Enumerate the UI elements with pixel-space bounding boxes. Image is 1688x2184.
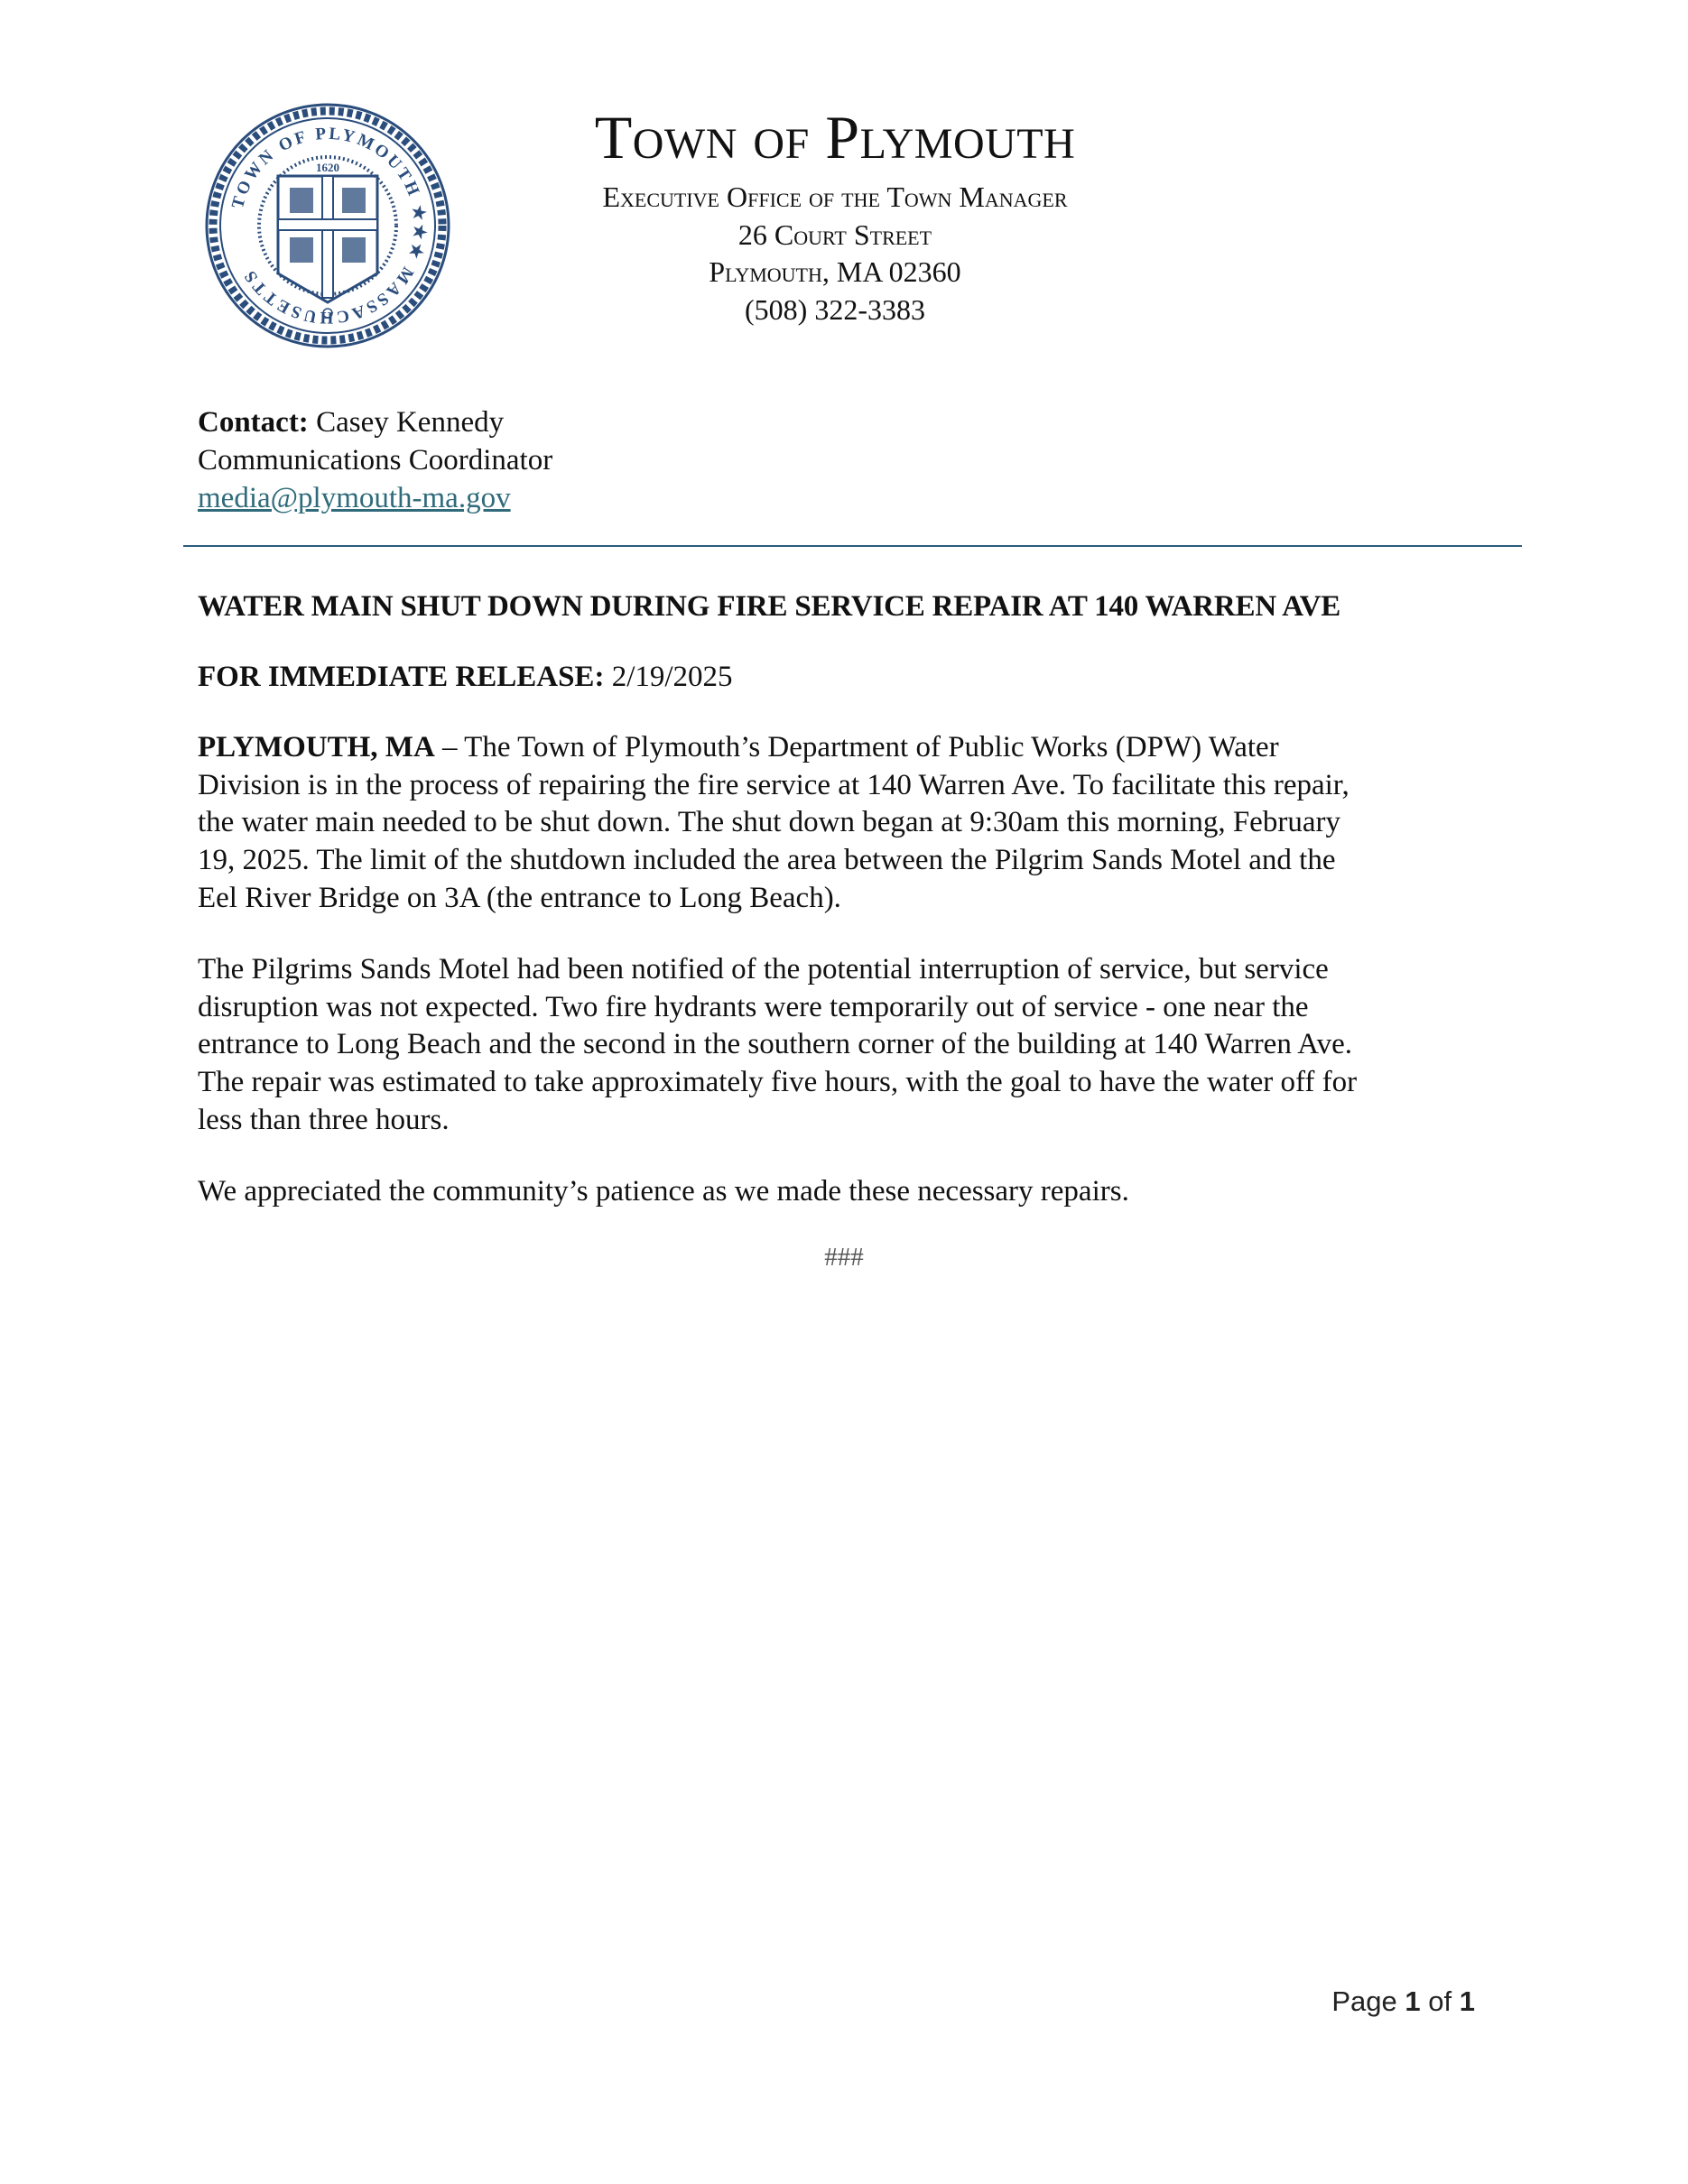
release-label: FOR IMMEDIATE RELEASE:: [198, 661, 605, 693]
office-name: Executive Office of the Town Manager: [602, 180, 1068, 213]
release-date: 2/19/2025: [611, 661, 733, 693]
text-line: Division is in the process of repairing the fire service at 140 Warren Ave. To facilitate this repair,: [198, 768, 1349, 801]
paragraph-3: We appreciated the community’s patience as we made these necessary repairs.: [198, 1175, 1129, 1208]
page-number: [1331, 1985, 1475, 2018]
contact-name: Casey Kennedy: [316, 406, 505, 439]
headline: WATER MAIN SHUT DOWN DURING FIRE SERVICE REPAIR AT 140 WARREN AVE: [198, 590, 1341, 623]
text-line: – The Town of Plymouth’s Department of Public Works (DPW) Water: [434, 731, 1279, 763]
of-word: of: [1428, 1985, 1452, 2017]
svg-text:1620: 1620: [316, 161, 339, 174]
text-line: The repair was estimated to take approximately five hours, with the goal to have the water off for: [198, 1066, 1358, 1099]
phone-number: (508) 322-3383: [745, 293, 925, 326]
text-line: the water main needed to be shut down. The shut down began at 9:30am this morning, February: [198, 806, 1340, 839]
svg-text:TOWN OF PLYMOUTH ★★★ MASSACHUS: TOWN OF PLYMOUTH ★★★ MASSACHUSETTS: [227, 124, 430, 328]
release-line: [198, 659, 1525, 697]
town-seal-logo: [204, 102, 451, 349]
text-line: disruption was not expected. Two fire hydrants were temporarily out of service - one near the: [198, 990, 1309, 1023]
text-line: entrance to Long Beach and the second in the southern corner of the building at 140 Warren Ave.: [198, 1028, 1353, 1061]
contact-email-link[interactable]: media@plymouth-ma.gov: [198, 482, 511, 514]
street-address: 26 Court Street: [737, 218, 932, 251]
letterhead-title: Town of Plymouth: [594, 103, 1076, 171]
contact-title: Communications Coordinator: [198, 444, 553, 477]
dateline: PLYMOUTH, MA: [198, 731, 435, 763]
contact-block: [198, 403, 552, 517]
paragraph-2: [198, 951, 1525, 1140]
text-line: less than three hours.: [198, 1103, 450, 1136]
text-line: 19, 2025. The limit of the shutdown included the area between the Pilgrim Sands Motel and the: [198, 844, 1336, 877]
current-page: 1: [1405, 1985, 1421, 2017]
city-state-zip: Plymouth, MA 02360: [709, 255, 961, 288]
page-word: Page: [1331, 1985, 1397, 2017]
text-line: Eel River Bridge on 3A (the entrance to Long Beach).: [198, 881, 841, 914]
end-mark: ###: [824, 1243, 864, 1272]
paragraph-1: [198, 729, 1525, 918]
total-pages: 1: [1459, 1985, 1475, 2017]
header-divider: [183, 545, 1522, 547]
contact-label: Contact:: [198, 406, 309, 439]
text-line: The Pilgrims Sands Motel had been notified of the potential interruption of service, but service: [198, 953, 1329, 986]
